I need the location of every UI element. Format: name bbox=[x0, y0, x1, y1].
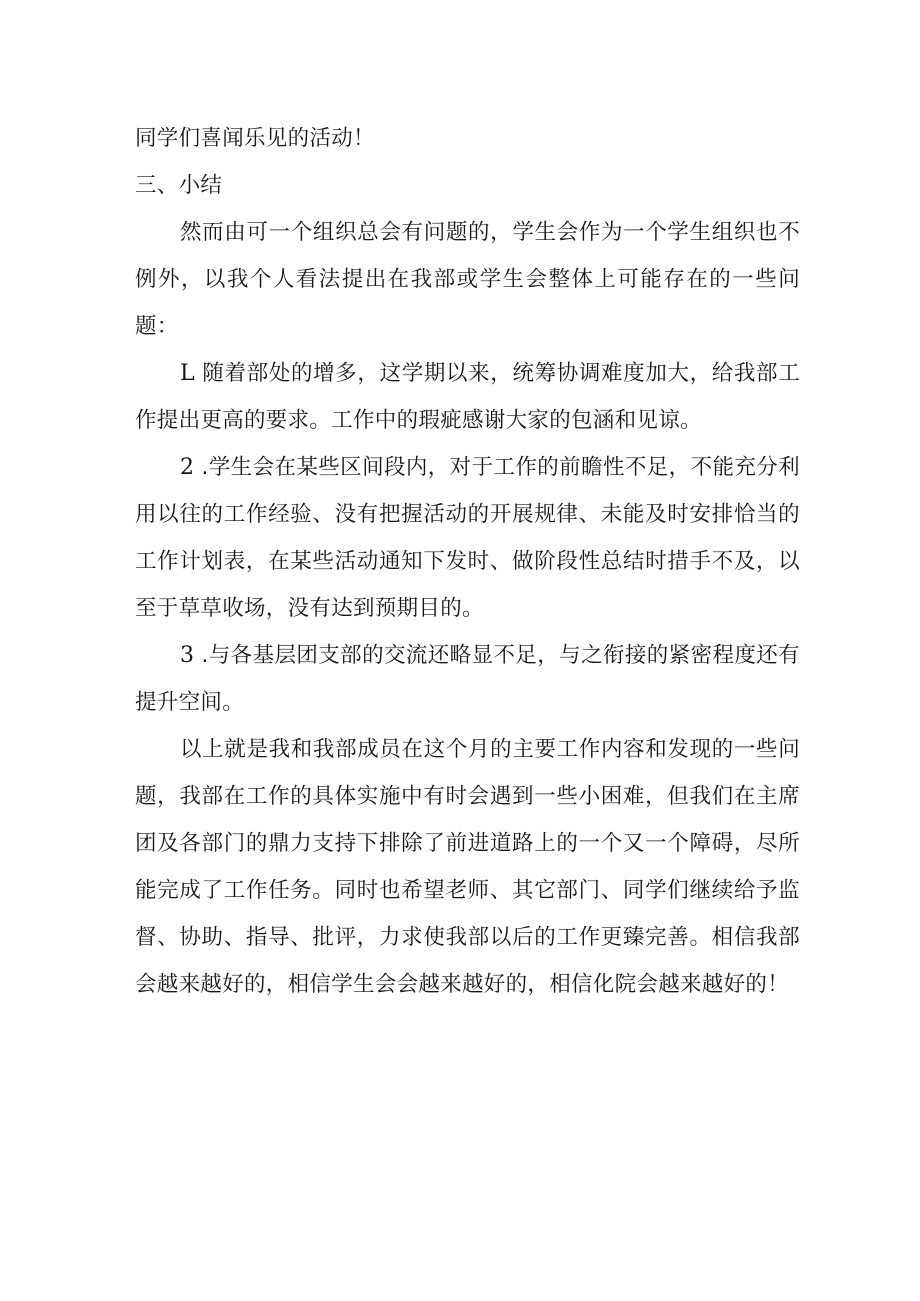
list-item-1 bbox=[135, 350, 800, 444]
item-marker: 3 bbox=[180, 643, 195, 668]
item-marker: L bbox=[180, 361, 195, 386]
item-text: 随着部处的增多，这学期以来，统筹协调难度加大，给我部工作提出更高的要求。工作中的瑕疵感谢大家的包涵和见谅。 bbox=[135, 361, 800, 433]
list-item-3 bbox=[135, 632, 800, 726]
item-marker: 2 bbox=[180, 455, 195, 480]
intro-paragraph: 然而由可一个组织总会有问题的，学生会作为一个学生组织也不例外，以我个人看法提出在我部或学生会整体上可能存在的一些问题： bbox=[135, 220, 800, 339]
section-heading: 三、小结 bbox=[135, 173, 223, 198]
closing-paragraph: 以上就是我和我部成员在这个月的主要工作内容和发现的一些问题，我部在工作的具体实施中有时会遇到一些小困难，但我们在主席团及各部门的鼎力支持下排除了前进道路上的一个又一个障碍，尽所能完成了工作任务。同时也希望老师、其它部门、同学们继续给予监督、协助、指导、批评，力求使我部以后的工作更臻完善。相信我部会越来越好的，相信学生会会越来越好的，相信化院会越来越好的！ bbox=[135, 737, 800, 997]
continuation-line: 同学们喜闻乐见的活动！ bbox=[135, 126, 375, 151]
list-item-2 bbox=[135, 444, 800, 632]
item-text: .学生会在某些区间段内，对于工作的前瞻性不足，不能充分利用以往的工作经验、没有把握活动的开展规律、未能及时安排恰当的工作计划表，在某些活动通知下发时、做阶段性总结时措手不及，以至于草草收场，没有达到预期目的。 bbox=[135, 455, 800, 621]
document-body bbox=[135, 115, 800, 1008]
item-text: .与各基层团支部的交流还略显不足，与之衔接的紧密程度还有提升空间。 bbox=[135, 643, 800, 715]
